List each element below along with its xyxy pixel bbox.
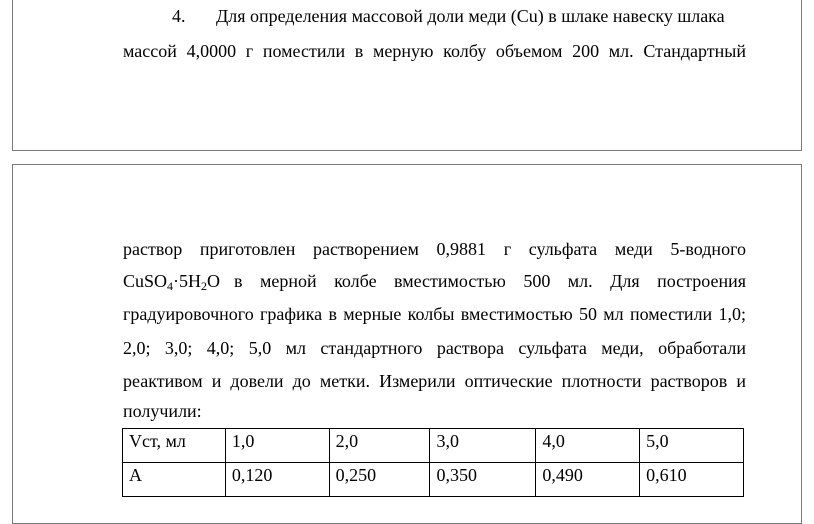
table-cell: 0,490 xyxy=(536,463,640,497)
problem-line-3: раствор приготовлен растворением 0,9881 г сульфата меди 5-водного xyxy=(123,239,746,259)
table-cell: 3,0 xyxy=(430,429,536,463)
data-table xyxy=(122,428,744,497)
problem-line-8: получили: xyxy=(123,401,202,421)
table-cell: 2,0 xyxy=(329,429,430,463)
problem-number: 4. xyxy=(172,6,186,26)
problem-line-1 xyxy=(172,5,725,27)
chemical-formula: $CuSO_4\cdot 5H_2O$ xyxy=(123,271,221,293)
problem-line-7: реактивом и довели до метки. Измерили оптические плотности растворов и xyxy=(123,371,746,391)
problem-line-2: массой 4,0000 г поместили в мерную колбу объемом 200 мл. Стандартный xyxy=(123,41,746,61)
table-cell: 0,120 xyxy=(225,463,329,497)
page-gap xyxy=(0,151,814,164)
problem-line-4 xyxy=(123,270,746,292)
problem-line-6: 2,0; 3,0; 4,0; 5,0 мл стандартного раствора сульфата меди, обработали xyxy=(123,338,746,358)
problem-text-1: Для определения массовой доли меди (Cu) в шлаке навеску шлака xyxy=(216,6,725,26)
table-cell: 5,0 xyxy=(640,429,744,463)
table-row xyxy=(123,463,744,497)
problem-line-5: градуировочного графика в мерные колбы вместимостью 50 мл поместили 1,0; xyxy=(123,304,746,324)
table-cell: А xyxy=(123,463,226,497)
table-cell: Vст, мл xyxy=(123,429,226,463)
table-cell: 4,0 xyxy=(536,429,640,463)
table-cell: 0,250 xyxy=(329,463,430,497)
problem-text-4: в мерной колбе вместимостью 500 мл. Для построения xyxy=(234,271,746,291)
table-cell: 0,610 xyxy=(640,463,744,497)
table-row xyxy=(123,429,744,463)
table-cell: 1,0 xyxy=(225,429,329,463)
table-cell: 0,350 xyxy=(430,463,536,497)
